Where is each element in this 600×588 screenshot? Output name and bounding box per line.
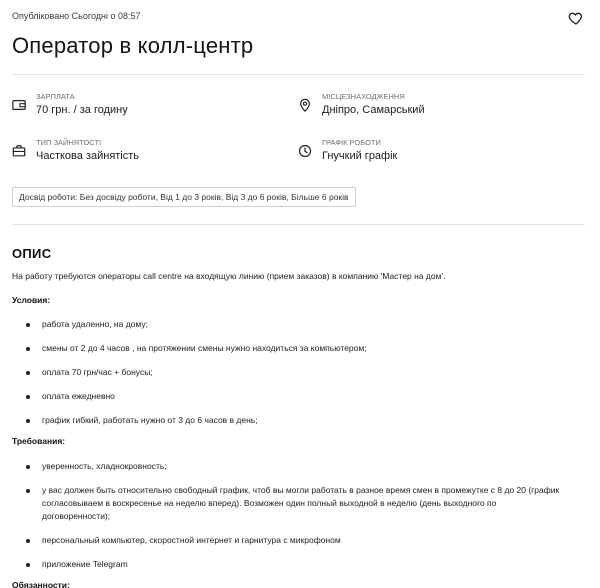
list-item: уверенность, хладнокровность; — [26, 460, 566, 473]
wallet-icon — [12, 98, 26, 112]
heart-icon[interactable] — [568, 10, 584, 26]
divider — [12, 224, 585, 225]
conditions-list — [26, 318, 566, 438]
published-date: Опубліковано Сьогодні о 08:57 — [12, 11, 141, 21]
requirements-heading: Требования: — [12, 436, 66, 446]
conditions-heading: Условия: — [12, 295, 51, 305]
list-item: приложение Telegram — [26, 558, 566, 571]
list-item: оплата 70 грн/час + бонусы; — [26, 366, 566, 379]
list-item: смены от 2 до 4 часов , на протяжении смены нужно находиться за компьютером; — [26, 342, 566, 355]
list-item: работа удаленно, на дому; — [26, 318, 566, 331]
location-value: Дніпро, Самарський — [322, 104, 425, 116]
schedule-value: Гнучкий графік — [322, 150, 398, 162]
briefcase-icon — [12, 144, 26, 158]
experience-tag: Досвід роботи: Без досвіду роботи, Від 1 до 3 років, Від 3 до 6 років, Більше 6 років — [12, 187, 356, 207]
schedule-label: ГРАФІК РОБОТИ — [322, 138, 381, 147]
divider — [12, 74, 585, 75]
requirements-list — [26, 460, 566, 582]
employment-value: Часткова зайнятість — [36, 150, 140, 162]
list-item: персональный компьютер, скоростной интернет и гарнитура с микрофоном — [26, 534, 566, 547]
description-intro: На работу требуются операторы call centre на входящую линию (прием заказов) в компанию 'Мастер на дом'. — [12, 271, 446, 281]
location-pin-icon — [298, 98, 312, 112]
clock-icon — [298, 144, 312, 158]
salary-value: 70 грн. / за годину — [36, 104, 128, 116]
page-title: Оператор в колл-центр — [12, 33, 254, 58]
list-item: у вас должен быть относительно свободный график, чтоб вы могли работать в разное время смен в промежутке с 8 до 20 (график согласовываем в воскресенье на неделю вперед). Возможен один полный выходной в неделю (день выходного по договоренности); — [26, 484, 566, 523]
description-title: ОПИС — [12, 246, 52, 261]
salary-label: ЗАРПЛАТА — [36, 92, 75, 101]
employment-label: ТИП ЗАЙНЯТОСТІ — [36, 138, 102, 147]
duties-heading: Обязанности: — [12, 580, 70, 588]
location-label: МІСЦЕЗНАХОДЖЕННЯ — [322, 92, 405, 101]
list-item: график гибкий, работать нужно от 3 до 6 часов в день; — [26, 414, 566, 427]
list-item: оплата ежедневно — [26, 390, 566, 403]
